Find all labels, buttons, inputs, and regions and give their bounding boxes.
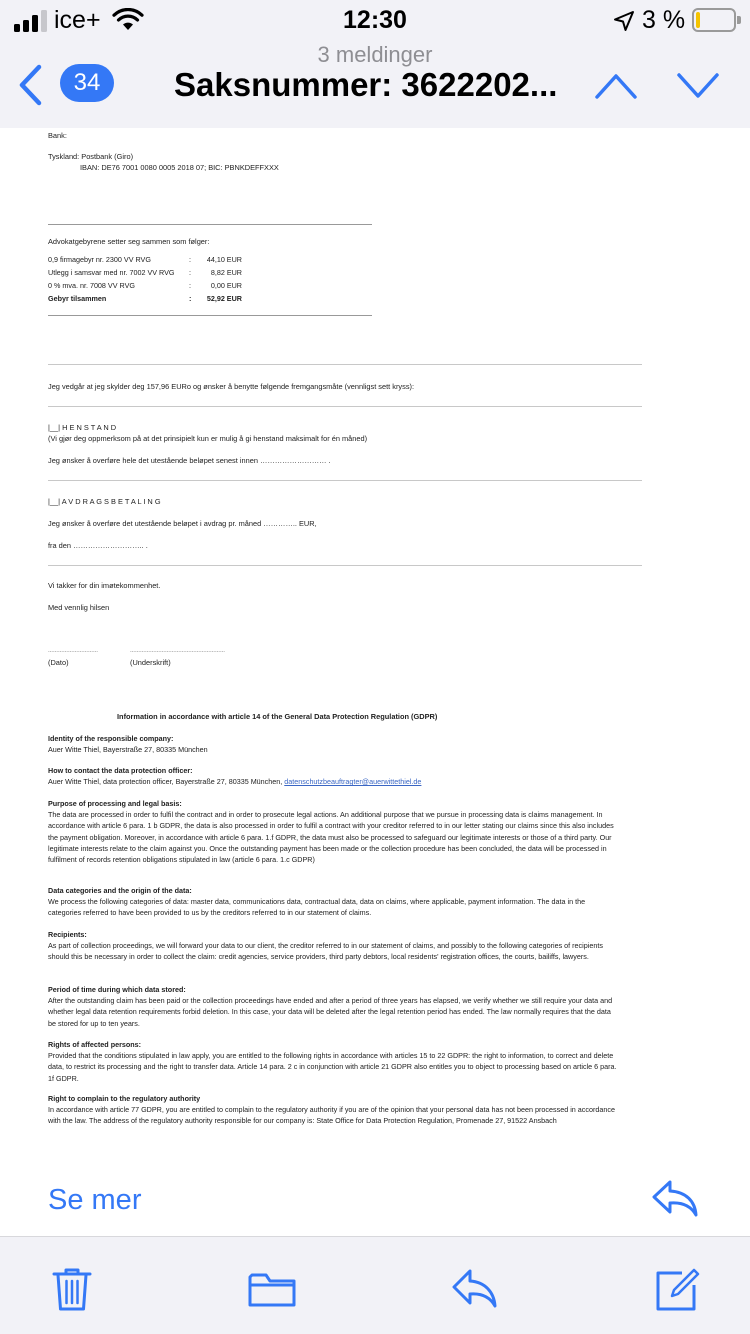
- checkbox-avdrag[interactable]: |__|: [48, 497, 61, 506]
- option-avdrag: [48, 496, 161, 507]
- battery-percent: 3 %: [642, 6, 686, 34]
- option-henstand-note: (Vi gjør deg oppmerksom på at det prinsipielt kun er mulig å gi henstand maksimalt for én måned): [48, 434, 368, 443]
- gdpr-title: Information in accordance with article 14 of the General Data Protection Regulation (GDPR): [117, 712, 438, 721]
- regards-text: Med vennlig hilsen: [48, 603, 110, 612]
- fee-row: 0 % mva. nr. 7008 VV RVG : 0,00 EUR: [48, 281, 242, 290]
- gdpr-section-purpose: Purpose of processing and legal basis: The data are processed in order to fulfil the contract and in order to prosecute legal actions. An additional purpose that we pursue in processing data is claims management. In accordance with article 6 para. 1 b GDPR, the data is also processed in order to fulfil a contract with your creditor referred to in our letter stating our claims since this also includes the payment obligation. Moreover, in accordance with article 6 para. 1.f GDPR, the data must also be processed to safeguard our legitimate interests or those of a third party. Our legitimate interests relate to the claim against you. Once the outstanding payment has been made or the collection procedure has been concluded, the data will be processed in fulfilment of records retention obligations stipulated in law (article 6 para. 1.c GDPR): [48, 799, 614, 865]
- checkbox-henstand[interactable]: |__|: [48, 423, 61, 432]
- option-henstand-text: Jeg ønsker å overføre hele det utestående beløpet senest innen ……………………… .: [48, 456, 331, 465]
- status-bar: [0, 0, 750, 42]
- gdpr-section-complaint: Right to complain to the regulatory authority In accordance with article 77 GDPR, you are entitled to complain to the regulatory authority if you are of the opinion that your personal data has not been processed in accordance with the law. The address of the regulatory authority responsible for our company is: State Office for Data Protection Regulation, Promenade 27, 91522 Ansbach: [48, 1094, 615, 1126]
- gdpr-section-rights: Rights of affected persons: Provided that the conditions stipulated in law apply, you are entitled to the following rights in accordance with articles 15 to 22 GDPR: the right to information, to correct and delete data, to restrict its processing and the right to transfer data. Article 14 para. 2 c in conjunction with article 21 GDPR also entitles you to object to processing based on article 6 para. 1f GDPR.: [48, 1040, 617, 1083]
- reply-icon[interactable]: [450, 1265, 498, 1313]
- battery-icon: [692, 8, 736, 32]
- bottom-toolbar: [0, 1236, 750, 1334]
- divider: [48, 315, 372, 316]
- signature-label: (Underskrift): [130, 658, 171, 667]
- dpo-email-link[interactable]: datenschutzbeauftragter@auerwittethiel.de: [284, 777, 422, 787]
- bank-label: Bank:: [48, 131, 67, 140]
- fee-row: 0,9 firmagebyr nr. 2300 VV RVG : 44,10 EUR: [48, 255, 242, 264]
- clock: 12:30: [343, 6, 407, 34]
- folder-icon[interactable]: [248, 1265, 296, 1313]
- bank-iban: IBAN: DE76 7001 0080 0005 2018 07; BIC: PBNKDEFFXXX: [80, 163, 279, 172]
- wifi-icon: [112, 8, 144, 32]
- thanks-text: Vi takker for din imøtekommenhet.: [48, 581, 161, 590]
- reply-icon[interactable]: [650, 1178, 700, 1218]
- gdpr-section-contact: How to contact the data protection officer: Auer Witte Thiel, data protection officer, Bayerstraße 27, 80335 München, datenschutzbeauftragter@auerwittethiel.de: [48, 766, 422, 787]
- divider: [48, 406, 642, 407]
- fees-intro: Advokatgebyrene setter seg sammen som følger:: [48, 237, 210, 246]
- compose-icon[interactable]: [654, 1265, 702, 1313]
- option-henstand: [48, 422, 116, 433]
- mailbox-unread-badge[interactable]: 34: [60, 64, 114, 102]
- divider: [48, 565, 642, 566]
- date-line: …………………………: [48, 648, 98, 654]
- gdpr-section-recipients: Recipients: As part of collection proceedings, we will forward your data to our client, the creditor referred to in our statement of claims, and possibly to the following categories of recipients should this be necessary in order to collect the claim: credit agencies, service providers, third party debtors, local residents' registration offices, the courts, bailiffs, lawyers.: [48, 930, 603, 962]
- back-chevron-icon[interactable]: [16, 64, 44, 106]
- fee-total-row: Gebyr tilsammen : 52,92 EUR: [48, 294, 242, 303]
- bank-name: Tyskland: Postbank (Giro): [48, 152, 134, 161]
- divider: [48, 480, 642, 481]
- gdpr-section-retention: Period of time during which data stored: After the outstanding claim has been paid or the collection proceedings have ended and after a period of three years has elapsed, we verify whether we still require your data and whether legal data retention requirements forbid deletion. In this case, your data will be deleted after the legal retention period has ended. The law normally requires that the data be stored for up to ten years.: [48, 985, 613, 1028]
- date-label: (Dato): [48, 658, 69, 667]
- previous-message-icon[interactable]: [594, 72, 638, 100]
- message-header: [0, 42, 750, 128]
- divider: [48, 364, 642, 365]
- signature-line: …………………………………………………: [130, 648, 225, 654]
- location-arrow-icon: [612, 9, 636, 33]
- gdpr-section-categories: Data categories and the origin of the data: We process the following categories of data: master data, communications data, contractual data, data on claims, where applicable, payment information. The data in the categories referred to have been provided to us by the creditors referred to in our statement of claims.: [48, 886, 586, 918]
- acknowledgement-text: Jeg vedgår at jeg skylder deg 157,96 EURo og ønsker å benytte følgende fremgangsmåte (vennligst sett kryss):: [48, 382, 415, 391]
- fee-row: Utlegg i samsvar med nr. 7002 VV RVG : 8,82 EUR: [48, 268, 242, 277]
- see-more-link[interactable]: Se mer: [48, 1184, 142, 1216]
- battery-level-fill: [696, 12, 700, 28]
- trash-icon[interactable]: [48, 1265, 96, 1313]
- attachment-document[interactable]: [0, 128, 750, 1236]
- gdpr-section-identity: Identity of the responsible company: Auer Witte Thiel, Bayerstraße 27, 80335 München: [48, 734, 208, 755]
- option-henstand-title: H E N S T A N D: [62, 423, 117, 432]
- option-avdrag-from: fra den ……………………….. .: [48, 541, 148, 550]
- option-avdrag-text: Jeg ønsker å overføre det utestående beløpet i avdrag pr. måned ………….. EUR,: [48, 519, 317, 528]
- divider: [48, 224, 372, 225]
- next-message-icon[interactable]: [676, 72, 720, 100]
- thread-subject: Saksnummer: 3622202...: [174, 66, 558, 103]
- message-count: 3 meldinger: [317, 42, 433, 67]
- option-avdrag-title: A V D R A G S B E T A L I N G: [61, 497, 161, 506]
- cellular-signal-icon: [14, 10, 50, 32]
- carrier-name: ice+: [54, 6, 101, 34]
